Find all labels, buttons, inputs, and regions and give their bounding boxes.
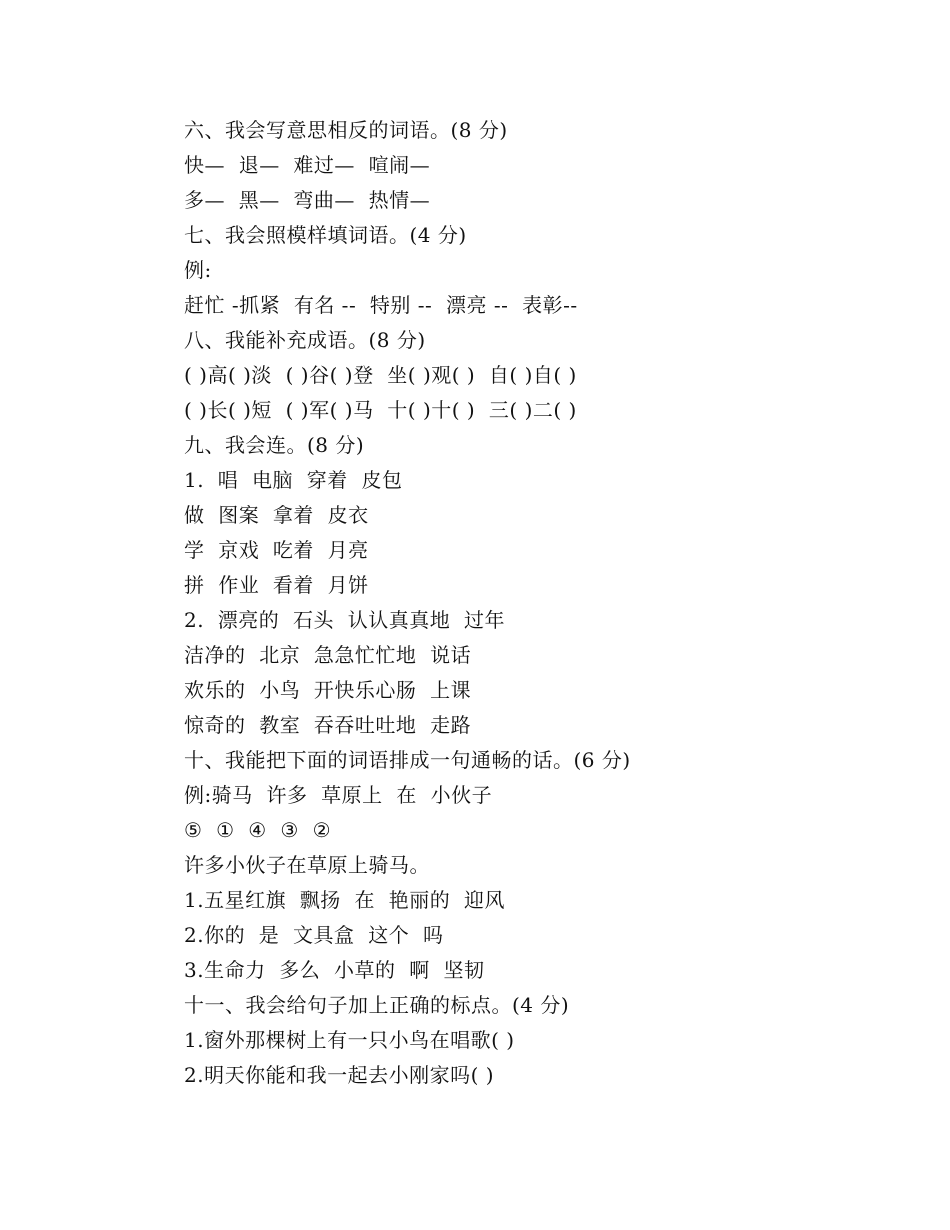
match-group-1-row-3: 学 京戏 吃着 月亮: [184, 538, 369, 562]
punctuation-exercise-2: 2.明天你能和我一起去小刚家吗( ): [184, 1063, 495, 1087]
section-9-heading: 九、我会连。(8 分): [184, 433, 365, 457]
section-6-heading: 六、我会写意思相反的词语。(8 分): [184, 118, 508, 142]
idiom-row-2: ( )长( )短 ( )军( )马 十( )十( ) 三( )二( ): [184, 398, 577, 422]
match-group-2-row-4: 惊奇的 教室 吞吞吐吐地 走路: [184, 713, 472, 737]
antonym-row-1: 快— 退— 难过— 喧闹—: [184, 153, 431, 177]
match-group-2-row-1: 2. 漂亮的 石头 认认真真地 过年: [184, 608, 505, 632]
match-group-1-row-1: 1. 唱 电脑 穿着 皮包: [184, 468, 403, 492]
antonym-row-2: 多— 黑— 弯曲— 热情—: [184, 188, 431, 212]
match-group-1-row-2: 做 图案 拿着 皮衣: [184, 503, 369, 527]
match-group-2-row-2: 洁净的 北京 急急忙忙地 说话: [184, 643, 472, 667]
sentence-example-words: 例:骑马 许多 草原上 在 小伙子: [184, 783, 493, 807]
match-group-1-row-4: 拼 作业 看着 月饼: [184, 573, 369, 597]
sentence-exercise-2: 2.你的 是 文具盒 这个 吗: [184, 923, 444, 947]
word-pattern-row: 赶忙 -抓紧 有名 -- 特别 -- 漂亮 -- 表彰--: [184, 293, 578, 317]
match-group-2-row-3: 欢乐的 小鸟 开快乐心肠 上课: [184, 678, 472, 702]
idiom-row-1: ( )高( )淡 ( )谷( )登 坐( )观( ) 自( )自( ): [184, 363, 577, 387]
section-10-heading: 十、我能把下面的词语排成一句通畅的话。(6 分): [184, 748, 631, 772]
document-body: [184, 113, 904, 1093]
sentence-example-answer: 许多小伙子在草原上骑马。: [184, 853, 430, 877]
section-7-heading: 七、我会照模样填词语。(4 分): [184, 223, 467, 247]
example-label: 例:: [184, 258, 212, 282]
section-8-heading: 八、我能补充成语。(8 分): [184, 328, 426, 352]
sentence-exercise-1: 1.五星红旗 飘扬 在 艳丽的 迎风: [184, 888, 505, 912]
sentence-example-order: ⑤ ① ④ ③ ②: [184, 818, 332, 842]
punctuation-exercise-1: 1.窗外那棵树上有一只小鸟在唱歌( ): [184, 1028, 515, 1052]
section-11-heading: 十一、我会给句子加上正确的标点。(4 分): [184, 993, 570, 1017]
sentence-exercise-3: 3.生命力 多么 小草的 啊 坚韧: [184, 958, 485, 982]
